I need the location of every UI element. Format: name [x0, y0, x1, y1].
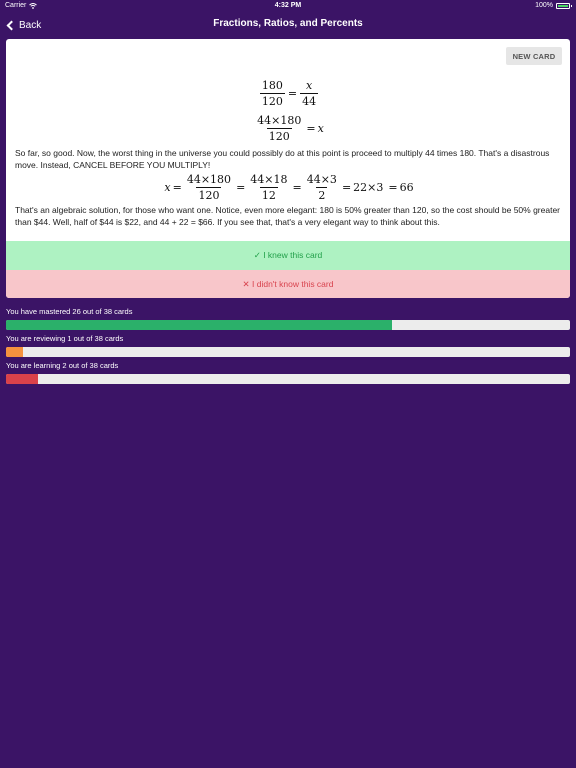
equals-sign: = — [292, 180, 302, 194]
learning-label: You are learning 2 out of 38 cards — [6, 361, 119, 370]
page-title: Fractions, Ratios, and Percents — [213, 18, 363, 29]
equals-sign: = — [388, 180, 398, 194]
numerator: 44×180 — [186, 173, 232, 186]
knew-card-button[interactable]: ✓ I knew this card — [6, 241, 570, 270]
fraction — [300, 79, 318, 108]
mastered-progress-fill — [6, 320, 392, 330]
denominator: 120 — [198, 189, 220, 202]
fraction — [305, 173, 339, 202]
battery-indicator — [535, 2, 570, 9]
equation-cancel-steps — [15, 173, 563, 202]
fraction — [185, 173, 233, 202]
nav-bar — [0, 13, 576, 37]
equals-sign: = — [236, 180, 246, 194]
reviewing-progress-fill — [6, 347, 23, 357]
equals-sign: = — [306, 121, 316, 135]
equation-solve-x — [15, 114, 563, 143]
denominator: 12 — [261, 189, 276, 202]
learning-progress-bar — [6, 374, 570, 384]
battery-percent: 100% — [535, 2, 553, 9]
fraction — [255, 114, 303, 143]
mastered-label: You have mastered 26 out of 38 cards — [6, 307, 133, 316]
numerator: x — [306, 79, 313, 92]
back-label: Back — [19, 19, 42, 31]
numerator: 180 — [261, 79, 283, 92]
variable-x: x — [164, 180, 171, 194]
equation-proportion — [15, 79, 563, 108]
carrier-label: Carrier — [5, 2, 27, 9]
denominator: 2 — [318, 189, 326, 202]
explanation-paragraph: That's an algebraic solution, for those who want one. Notice, even more elegant: 180 is 50% greater than 120, so the cost should be 50% greater than $44. Well, half of $44 is $22, and 44 + 22 = $66. If you see that, that's a very elegant way to think about this. — [15, 205, 561, 227]
didnt-know-card-button[interactable]: ✕ I didn't know this card — [6, 270, 570, 298]
status-bar — [0, 0, 576, 13]
explanation-paragraph: So far, so good. Now, the worst thing in the universe you could possibly do at this point is proceed to multiply 44 times 180. That's a disastrous move. Instead, CANCEL BEFORE YOU MULTIPLY! — [15, 148, 550, 170]
denominator: 120 — [261, 95, 283, 108]
mastered-progress-bar — [6, 320, 570, 330]
product-term: 22×3 — [353, 180, 384, 194]
status-time: 4:32 PM — [274, 2, 302, 9]
numerator: 44×18 — [250, 173, 288, 186]
equals-sign: = — [172, 180, 182, 194]
numerator: 44×3 — [306, 173, 337, 186]
card-content — [15, 75, 563, 228]
equals-sign: = — [341, 180, 352, 194]
new-card-button[interactable]: NEW CARD — [506, 47, 562, 65]
equals-sign: = — [287, 86, 298, 100]
fraction — [248, 173, 289, 202]
variable-x: x — [317, 121, 324, 135]
reviewing-label: You are reviewing 1 out of 38 cards — [6, 334, 124, 343]
flashcard — [6, 39, 570, 298]
numerator: 44×180 — [257, 114, 302, 127]
denominator: 44 — [302, 95, 317, 108]
reviewing-progress-bar — [6, 347, 570, 357]
denominator: 120 — [268, 130, 290, 143]
battery-icon — [556, 3, 570, 9]
result-value: 66 — [399, 180, 414, 194]
fraction — [260, 79, 285, 108]
learning-progress-fill — [6, 374, 38, 384]
